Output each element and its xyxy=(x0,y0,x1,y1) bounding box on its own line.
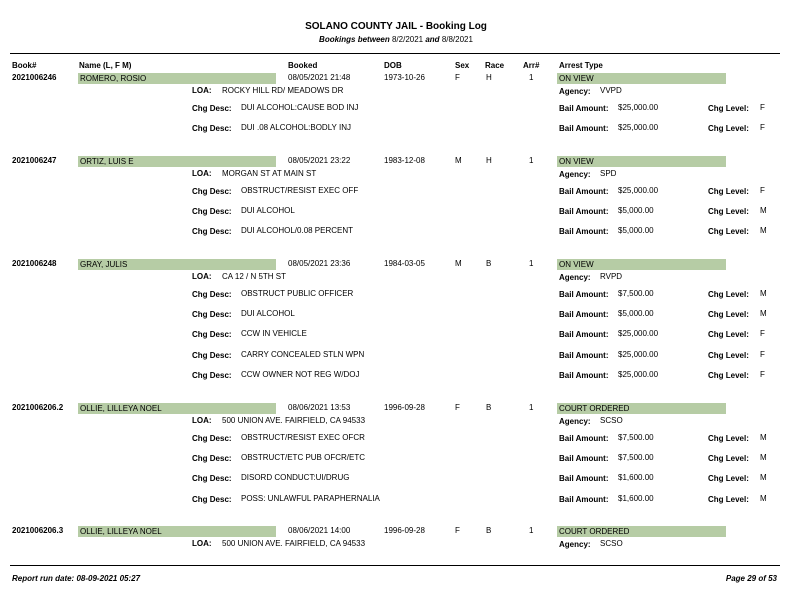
bail-amount-label: Bail Amount: xyxy=(559,104,609,113)
bail-amount: $25,000.00 xyxy=(618,186,659,195)
inmate-name: ORTIZ, LUIS E xyxy=(80,157,134,166)
agency-label: Agency: xyxy=(559,540,591,549)
charge-level: F xyxy=(760,370,765,379)
bail-amount-label: Bail Amount: xyxy=(559,351,609,360)
charge-level: F xyxy=(760,103,765,112)
bail-amount: $5,000.00 xyxy=(618,309,654,318)
chg-level-label: Chg Level: xyxy=(708,207,749,216)
chg-desc-label: Chg Desc: xyxy=(192,495,232,504)
chg-desc-label: Chg Desc: xyxy=(192,227,232,236)
chg-level-label: Chg Level: xyxy=(708,330,749,339)
location-of-arrest: ROCKY HILL RD/ MEADOWS DR xyxy=(222,86,344,95)
booking-number: 2021006248 xyxy=(12,259,57,268)
bail-amount-label: Bail Amount: xyxy=(559,187,609,196)
charge-level: M xyxy=(760,433,767,442)
arrest-number: 1 xyxy=(529,259,534,268)
booking-number: 2021006247 xyxy=(12,156,57,165)
bail-amount: $25,000.00 xyxy=(618,370,659,379)
bail-amount: $25,000.00 xyxy=(618,350,659,359)
bail-amount-label: Bail Amount: xyxy=(559,330,609,339)
race: B xyxy=(486,526,492,535)
charge-description: DUI ALCOHOL xyxy=(241,309,295,318)
race: B xyxy=(486,403,492,412)
agency: RVPD xyxy=(600,272,623,281)
agency-label: Agency: xyxy=(559,417,591,426)
bail-amount: $5,000.00 xyxy=(618,206,654,215)
bail-amount: $7,500.00 xyxy=(618,453,654,462)
charge-description: DUI ALCOHOL xyxy=(241,206,295,215)
bail-amount-label: Bail Amount: xyxy=(559,371,609,380)
agency-label: Agency: xyxy=(559,170,591,179)
bail-amount: $1,600.00 xyxy=(618,473,654,482)
arrest-number: 1 xyxy=(529,156,534,165)
report-subtitle xyxy=(0,35,792,44)
chg-level-label: Chg Level: xyxy=(708,290,749,299)
chg-desc-label: Chg Desc: xyxy=(192,104,232,113)
location-of-arrest: 500 UNION AVE. FAIRFIELD, CA 94533 xyxy=(222,539,366,548)
chg-level-label: Chg Level: xyxy=(708,227,749,236)
charge-level: F xyxy=(760,329,765,338)
chg-desc-label: Chg Desc: xyxy=(192,290,232,299)
loa-label: LOA: xyxy=(192,272,212,281)
chg-desc-label: Chg Desc: xyxy=(192,124,232,133)
date-from: 8/2/2021 xyxy=(391,35,424,44)
arrest-type: ON VIEW xyxy=(559,260,594,269)
charge-description: OBSTRUCT/ETC PUB OFCR/ETC xyxy=(241,453,366,462)
report-title: SOLANO COUNTY JAIL - Booking Log xyxy=(305,21,487,32)
agency: SCSO xyxy=(600,539,623,548)
col-header-arr: Arr# xyxy=(523,61,540,70)
charge-description: OBSTRUCT/RESIST EXEC OFCR xyxy=(241,433,365,442)
booked-datetime: 08/06/2021 13:53 xyxy=(288,403,351,412)
booking-number: 2021006206.2 xyxy=(12,403,64,412)
loa-label: LOA: xyxy=(192,169,212,178)
inmate-name: OLLIE, LILLEYA NOEL xyxy=(80,527,162,536)
booking-number: 2021006246 xyxy=(12,73,57,82)
report-run-date: Report run date: 08-09-2021 05:27 xyxy=(12,574,141,583)
charge-level: M xyxy=(760,226,767,235)
chg-desc-label: Chg Desc: xyxy=(192,207,232,216)
col-header-name: Name (L, F M) xyxy=(79,61,132,70)
subtitle-prefix: Bookings between xyxy=(319,35,390,44)
arrest-number: 1 xyxy=(529,73,534,82)
bail-amount-label: Bail Amount: xyxy=(559,434,609,443)
bail-amount-label: Bail Amount: xyxy=(559,290,609,299)
chg-level-label: Chg Level: xyxy=(708,495,749,504)
arrest-type: ON VIEW xyxy=(559,157,594,166)
chg-desc-label: Chg Desc: xyxy=(192,330,232,339)
header-rule-top xyxy=(10,53,780,54)
chg-level-label: Chg Level: xyxy=(708,310,749,319)
charge-level: M xyxy=(760,309,767,318)
bail-amount: $7,500.00 xyxy=(618,289,654,298)
charge-description: DUI .08 ALCOHOL:BODLY INJ xyxy=(241,123,351,132)
race: B xyxy=(486,259,492,268)
arrest-type: COURT ORDERED xyxy=(559,527,630,536)
bail-amount-label: Bail Amount: xyxy=(559,207,609,216)
sex: F xyxy=(455,526,460,535)
charge-description: DISORD CONDUCT:UI/DRUG xyxy=(241,473,350,482)
charge-level: F xyxy=(760,123,765,132)
date-of-birth: 1996-09-28 xyxy=(384,526,425,535)
booking-number: 2021006206.3 xyxy=(12,526,64,535)
bail-amount: $5,000.00 xyxy=(618,226,654,235)
inmate-name: OLLIE, LILLEYA NOEL xyxy=(80,404,162,413)
chg-desc-label: Chg Desc: xyxy=(192,454,232,463)
sex: M xyxy=(455,156,462,165)
booked-datetime: 08/06/2021 14:00 xyxy=(288,526,351,535)
race: H xyxy=(486,156,492,165)
loa-label: LOA: xyxy=(192,86,212,95)
col-header-booked: Booked xyxy=(288,61,318,70)
date-to: 8/8/2021 xyxy=(441,35,473,44)
booked-datetime: 08/05/2021 21:48 xyxy=(288,73,351,82)
col-header-book: Book# xyxy=(12,61,37,70)
inmate-name: GRAY, JULIS xyxy=(80,260,128,269)
bail-amount-label: Bail Amount: xyxy=(559,124,609,133)
chg-desc-label: Chg Desc: xyxy=(192,474,232,483)
date-of-birth: 1996-09-28 xyxy=(384,403,425,412)
arrest-type: COURT ORDERED xyxy=(559,404,630,413)
chg-level-label: Chg Level: xyxy=(708,351,749,360)
arrest-number: 1 xyxy=(529,403,534,412)
chg-desc-label: Chg Desc: xyxy=(192,371,232,380)
sex: F xyxy=(455,403,460,412)
sex: M xyxy=(455,259,462,268)
bail-amount-label: Bail Amount: xyxy=(559,310,609,319)
subtitle-and: and xyxy=(425,35,440,44)
chg-desc-label: Chg Desc: xyxy=(192,187,232,196)
charge-description: OBSTRUCT PUBLIC OFFICER xyxy=(241,289,354,298)
charge-level: F xyxy=(760,350,765,359)
bail-amount: $1,600.00 xyxy=(618,494,654,503)
date-of-birth: 1973-10-26 xyxy=(384,73,425,82)
charge-description: CCW OWNER NOT REG W/DOJ xyxy=(241,370,360,379)
chg-level-label: Chg Level: xyxy=(708,124,749,133)
charge-description: DUI ALCOHOL/0.08 PERCENT xyxy=(241,226,354,235)
bail-amount: $25,000.00 xyxy=(618,329,659,338)
col-header-race: Race xyxy=(485,61,505,70)
charge-description: CCW IN VEHICLE xyxy=(241,329,307,338)
charge-level: F xyxy=(760,186,765,195)
bail-amount-label: Bail Amount: xyxy=(559,227,609,236)
charge-level: M xyxy=(760,206,767,215)
charge-level: M xyxy=(760,453,767,462)
page-number: Page 29 of 53 xyxy=(725,574,777,583)
booked-datetime: 08/05/2021 23:22 xyxy=(288,156,351,165)
loa-label: LOA: xyxy=(192,416,212,425)
charge-level: M xyxy=(760,494,767,503)
bail-amount: $25,000.00 xyxy=(618,103,659,112)
date-of-birth: 1983-12-08 xyxy=(384,156,425,165)
charge-description: OBSTRUCT/RESIST EXEC OFF xyxy=(241,186,359,195)
agency-label: Agency: xyxy=(559,87,591,96)
chg-level-label: Chg Level: xyxy=(708,474,749,483)
arrest-type: ON VIEW xyxy=(559,74,594,83)
chg-desc-label: Chg Desc: xyxy=(192,351,232,360)
bail-amount-label: Bail Amount: xyxy=(559,495,609,504)
charge-level: M xyxy=(760,473,767,482)
footer-rule xyxy=(10,565,780,566)
chg-desc-label: Chg Desc: xyxy=(192,310,232,319)
charge-description: CARRY CONCEALED STLN WPN xyxy=(241,350,365,359)
booked-datetime: 08/05/2021 23:36 xyxy=(288,259,351,268)
bail-amount: $25,000.00 xyxy=(618,123,659,132)
arrest-number: 1 xyxy=(529,526,534,535)
chg-level-label: Chg Level: xyxy=(708,454,749,463)
chg-desc-label: Chg Desc: xyxy=(192,434,232,443)
bail-amount-label: Bail Amount: xyxy=(559,454,609,463)
charge-description: POSS: UNLAWFUL PARAPHERNALIA xyxy=(241,494,380,503)
bail-amount-label: Bail Amount: xyxy=(559,474,609,483)
location-of-arrest: CA 12 / N 5TH ST xyxy=(222,272,287,281)
location-of-arrest: MORGAN ST AT MAIN ST xyxy=(222,169,317,178)
col-header-dob: DOB xyxy=(384,61,402,70)
agency: SPD xyxy=(600,169,617,178)
location-of-arrest: 500 UNION AVE. FAIRFIELD, CA 94533 xyxy=(222,416,366,425)
charge-description: DUI ALCOHOL:CAUSE BOD INJ xyxy=(241,103,359,112)
agency-label: Agency: xyxy=(559,273,591,282)
loa-label: LOA: xyxy=(192,539,212,548)
inmate-name: ROMERO, ROSIO xyxy=(80,74,147,83)
date-of-birth: 1984-03-05 xyxy=(384,259,425,268)
agency: VVPD xyxy=(600,86,622,95)
chg-level-label: Chg Level: xyxy=(708,371,749,380)
bail-amount: $7,500.00 xyxy=(618,433,654,442)
col-header-sex: Sex xyxy=(455,61,470,70)
col-header-arrest-type: Arrest Type xyxy=(559,61,603,70)
chg-level-label: Chg Level: xyxy=(708,187,749,196)
race: H xyxy=(486,73,492,82)
charge-level: M xyxy=(760,289,767,298)
chg-level-label: Chg Level: xyxy=(708,104,749,113)
sex: F xyxy=(455,73,460,82)
agency: SCSO xyxy=(600,416,623,425)
chg-level-label: Chg Level: xyxy=(708,434,749,443)
